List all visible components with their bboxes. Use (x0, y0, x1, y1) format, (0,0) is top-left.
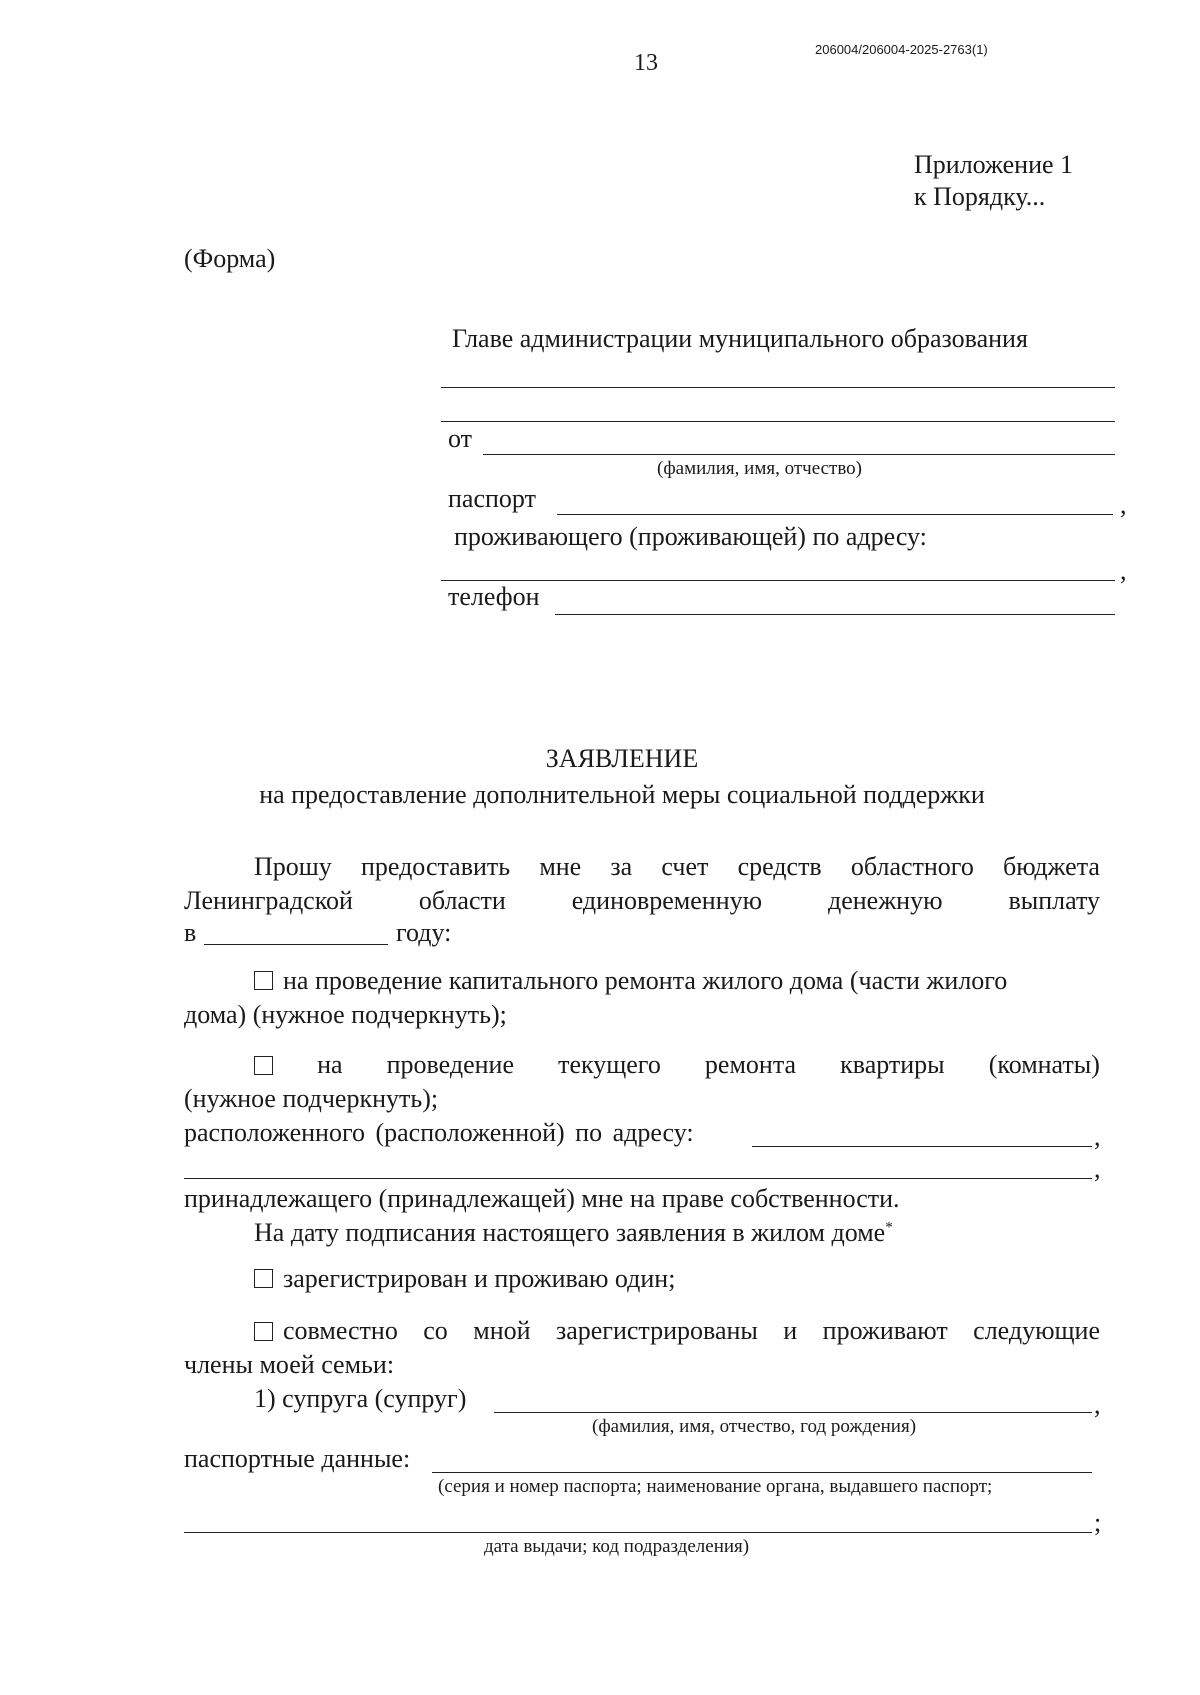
passport-caption-2: дата выдачи; код подразделения) (484, 1536, 750, 1557)
located-address-line-2[interactable] (184, 1178, 1092, 1179)
passport-caption-1: (серия и номер паспорта; наименование органа, выдавшего паспорт; (438, 1476, 993, 1497)
option-registered-family: совместно со мной зарегистрированы и проживают следующие (254, 1316, 1100, 1346)
passport-label: паспорт (448, 484, 536, 513)
registered-family-checkbox[interactable] (254, 1322, 273, 1341)
registered-alone-text: зарегистрирован и проживаю один; (283, 1264, 676, 1293)
registered-alone-checkbox[interactable] (254, 1269, 273, 1288)
request-line-2: Ленинградской области единовременную денежную выплату (184, 886, 1100, 915)
passport-data-line-1[interactable] (432, 1472, 1092, 1473)
option-registered-alone (254, 1264, 675, 1294)
phone-label: телефон (448, 582, 540, 611)
spouse-comma: , (1094, 1390, 1101, 1419)
year-suffix: году: (396, 918, 452, 947)
passport-data-line-2[interactable] (184, 1532, 1092, 1533)
located-comma-1: , (1094, 1122, 1101, 1151)
from-label: от (448, 424, 473, 453)
located-label: расположенного (расположенной) по адресу: (184, 1118, 694, 1147)
spouse-label: 1) супруга (супруг) (254, 1384, 467, 1413)
year-prefix: в (184, 918, 197, 947)
footnote-mark: * (885, 1219, 893, 1236)
passport-line[interactable] (557, 514, 1113, 515)
appendix-line-2: к Порядку... (914, 182, 1046, 211)
fio-caption: (фамилия, имя, отчество) (657, 458, 863, 479)
option-current-repair-line-2: (нужное подчеркнуть); (184, 1084, 439, 1113)
passport-semicolon: ; (1094, 1508, 1102, 1537)
address-line[interactable] (441, 580, 1115, 581)
statement-subtitle: на предоставление дополнительной меры социальной поддержки (259, 780, 985, 809)
addressee-title: Главе администрации муниципального образования (452, 324, 1028, 353)
statement-title: ЗАЯВЛЕНИЕ (545, 744, 699, 773)
spouse-line[interactable] (494, 1412, 1092, 1413)
option-current-repair: на проведение текущего ремонта квартиры (комнаты) (254, 1050, 1100, 1080)
passport-comma: , (1120, 490, 1127, 519)
addressee-line-1[interactable] (441, 387, 1115, 388)
registered-family-line-2: члены моей семьи: (184, 1350, 395, 1379)
addressee-line-2[interactable] (441, 421, 1115, 422)
spouse-caption: (фамилия, имя, отчество, год рождения) (592, 1416, 917, 1437)
option-capital-repair-line-2: дома) (нужное подчеркнуть); (184, 1000, 507, 1029)
address-comma: , (1120, 556, 1127, 585)
passport-data-label: паспортные данные: (184, 1444, 411, 1473)
phone-line[interactable] (555, 614, 1115, 615)
option-capital-repair (254, 966, 1007, 996)
form-label: (Форма) (184, 244, 276, 273)
appendix-line-1: Приложение 1 (914, 150, 1074, 179)
residing-label: проживающего (проживающей) по адресу: (454, 522, 927, 551)
date-text: На дату подписания настоящего заявления в жилом доме* (254, 1218, 893, 1247)
from-fio-line[interactable] (483, 454, 1115, 455)
request-line-1: Прошу предоставить мне за счет средств областного бюджета (254, 852, 1100, 881)
located-address-line-1[interactable] (752, 1146, 1092, 1147)
current-repair-checkbox[interactable] (254, 1056, 273, 1075)
year-field[interactable] (204, 944, 388, 945)
capital-repair-checkbox[interactable] (254, 971, 273, 990)
page-number: 13 (634, 50, 658, 76)
option-capital-repair-text: на проведение капитального ремонта жилого дома (части жилого (283, 966, 1008, 995)
document-code: 206004/206004-2025-2763(1) (815, 42, 988, 57)
ownership-text: принадлежащего (принадлежащей) мне на праве собственности. (184, 1184, 900, 1213)
located-comma-2: , (1094, 1154, 1101, 1183)
